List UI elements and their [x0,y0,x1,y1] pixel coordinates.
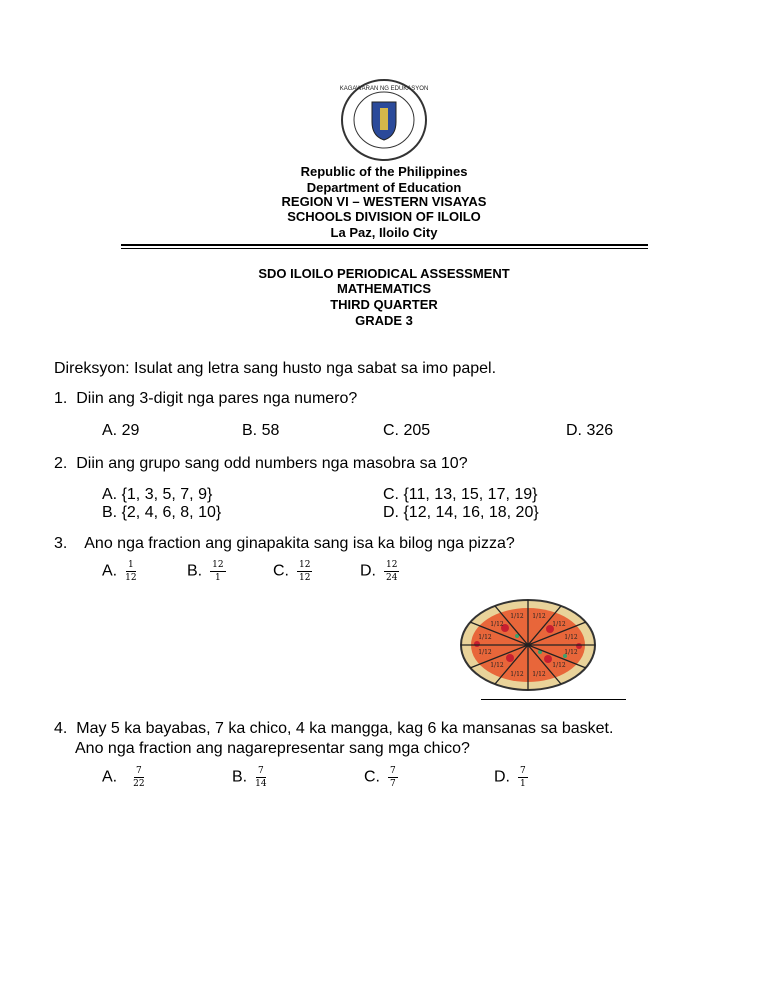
q1-option-a: A. 29 [102,422,140,439]
assessment-title: SDO ILOILO PERIODICAL ASSESSMENT [258,266,510,281]
header-region: REGION VI – WESTERN VISAYAS [281,194,487,209]
pizza-slice-label: 1/12 [478,649,492,656]
pizza-slice-label: 1/12 [490,621,504,628]
pizza-slice-label: 1/12 [552,621,566,628]
subject-title: MATHEMATICS [336,281,432,296]
q2-option-a: A. {1, 3, 5, 7, 9} [102,486,213,503]
q4-option-d: D. $\frac{7}{1}$ [494,766,526,789]
pizza-slice-label: 1/12 [510,671,524,678]
question-2: 2. Diin ang grupo sang odd numbers nga masobra sa 10? [54,455,468,472]
deped-seal-logo [340,78,428,162]
header-address: La Paz, Iloilo City [330,225,438,240]
quarter-title: THIRD QUARTER [330,297,438,312]
pizza-image [455,596,601,694]
q4-option-a: A. $\frac{7}{22}$ [102,766,145,789]
header-divider [121,244,648,249]
pizza-slice-label: 1/12 [478,634,492,641]
q2-option-d: D. {12, 14, 16, 18, 20} [383,504,539,521]
q3-option-b: B. $\frac{12}{1}$ [187,560,224,583]
question-4-line-2: Ano nga fraction ang nagarepresentar sang mga chico? [75,740,470,757]
question-1: 1. Diin ang 3-digit nga pares nga numero? [54,390,358,407]
q1-option-b: B. 58 [242,422,280,439]
directions: Direksyon: Isulat ang letra sang husto nga sabat sa imo papel. [54,360,497,377]
header-republic: Republic of the Philippines [300,164,468,179]
q2-option-c: C. {11, 13, 15, 17, 19} [383,486,538,503]
grade-title: GRADE 3 [355,313,413,328]
question-4: 4. May 5 ka bayabas, 7 ka chico, 4 ka mangga, kag 6 ka mansanas sa basket. [54,720,614,737]
q3-option-a: A. $\frac{1}{12}$ [102,560,137,583]
pizza-slice-label: 1/12 [564,634,578,641]
pizza-slice-label: 1/12 [564,649,578,656]
q2-option-b: B. {2, 4, 6, 8, 10} [102,504,222,521]
q1-option-c: C. 205 [383,422,431,439]
q3-option-c: C. $\frac{12}{12}$ [273,560,311,583]
q4-option-c: C. $\frac{7}{7}$ [364,766,396,789]
answer-line [481,699,626,700]
q4-option-b: B. $\frac{7}{14}$ [232,766,267,789]
q1-option-d: D. 326 [566,422,614,439]
svg-text:KAGAWARAN NG EDUKASYON: KAGAWARAN NG EDUKASYON [340,86,428,92]
pizza-slice-label: 1/12 [532,613,546,620]
header-department: Department of Education [306,180,462,195]
pizza-slice-label: 1/12 [490,662,504,669]
pizza-slice-label: 1/12 [552,662,566,669]
pizza-slice-label: 1/12 [532,671,546,678]
question-3: 3. Ano nga fraction ang ginapakita sang isa ka bilog nga pizza? [54,535,515,552]
header-division: SCHOOLS DIVISION OF ILOILO [287,209,481,224]
pizza-slice-label: 1/12 [510,613,524,620]
q3-option-d: D. $\frac{12}{24}$ [360,560,398,583]
